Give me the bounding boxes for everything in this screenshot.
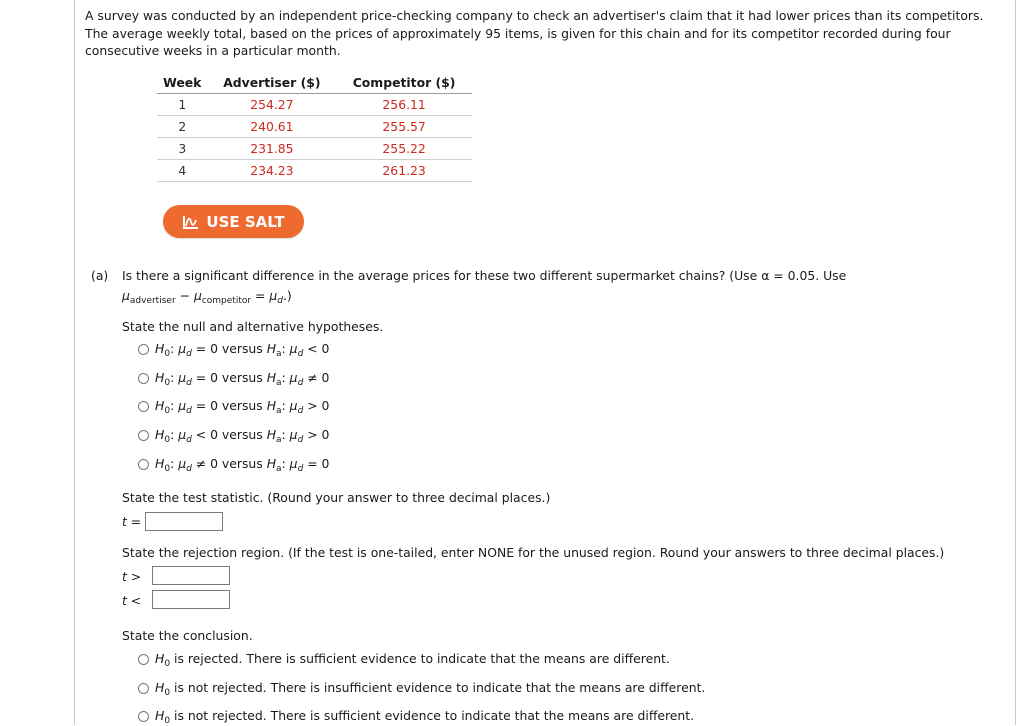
h0-sub: 0 — [164, 464, 171, 474]
conclusion-option-1[interactable] — [138, 651, 670, 669]
colon: : — [281, 427, 286, 442]
h0-relation: = 0 versus — [195, 398, 263, 413]
mu-symbol: μ — [289, 456, 298, 471]
h0-sub: 0 — [164, 716, 171, 726]
table-row — [157, 160, 472, 182]
close-paren: .) — [282, 288, 292, 303]
col-header-advertiser: Advertiser ($) — [208, 72, 337, 94]
ha-sub: a — [276, 349, 282, 359]
h-letter: H — [266, 370, 277, 385]
table-row — [157, 94, 472, 116]
advertiser-cell: 240.61 — [208, 116, 337, 138]
radio-button[interactable] — [138, 373, 149, 384]
sub-competitor: competitor — [201, 296, 252, 306]
table-header-row — [157, 72, 472, 94]
salt-icon — [182, 214, 200, 230]
h0-relation: = 0 versus — [195, 341, 263, 356]
h-letter: H — [155, 456, 165, 471]
mu-symbol: μ — [289, 370, 298, 385]
h-letter: H — [155, 398, 165, 413]
test-statistic-input[interactable] — [145, 512, 223, 531]
ha-relation: = 0 — [307, 456, 330, 471]
sub-d: d — [297, 406, 304, 416]
mu-symbol: μ — [178, 370, 187, 385]
h0-relation: = 0 versus — [195, 370, 263, 385]
h-letter: H — [155, 680, 165, 695]
use-salt-button[interactable] — [163, 205, 304, 238]
colon: : — [170, 456, 175, 471]
hypothesis-option-1[interactable] — [138, 341, 329, 359]
conclusion-text: is not rejected. There is insufficient evidence to indicate that the means are different. — [174, 680, 706, 695]
sub-d: d — [297, 464, 304, 474]
rejection-lower-input[interactable] — [152, 590, 230, 609]
mu-symbol: μ — [178, 456, 187, 471]
radio-button[interactable] — [138, 654, 149, 665]
colon: : — [281, 398, 286, 413]
competitor-cell: 255.22 — [336, 138, 472, 160]
hypothesis-option-3[interactable] — [138, 398, 329, 416]
conclusion-prompt: State the conclusion. — [122, 628, 253, 643]
colon: : — [170, 398, 175, 413]
t-greater-label: t > — [122, 569, 142, 584]
mu-symbol: μ — [289, 398, 298, 413]
sub-d: d — [297, 435, 304, 445]
rejection-upper-input[interactable] — [152, 566, 230, 585]
part-a-label: (a) — [91, 268, 109, 283]
table-row — [157, 116, 472, 138]
minus-sign: − — [179, 288, 190, 303]
mu-symbol: μ — [178, 398, 187, 413]
mu-symbol: μ — [289, 427, 298, 442]
week-cell: 4 — [157, 160, 208, 182]
sub-d: d — [277, 296, 283, 306]
mu-symbol: μ — [122, 288, 130, 303]
radio-button[interactable] — [138, 683, 149, 694]
question-text: Is there a significant difference in the average prices for these two different supermarket chains? (Use — [122, 268, 758, 283]
hypothesis-option-2[interactable] — [138, 370, 329, 388]
h0-sub: 0 — [164, 659, 171, 669]
mu-symbol: μ — [269, 288, 278, 303]
advertiser-cell: 234.23 — [208, 160, 337, 182]
advertiser-cell: 254.27 — [208, 94, 337, 116]
h-letter: H — [266, 456, 277, 471]
h0-relation: < 0 versus — [195, 427, 263, 442]
hypothesis-option-4[interactable] — [138, 427, 329, 445]
mu-symbol: μ — [193, 288, 202, 303]
h-letter: H — [155, 651, 165, 666]
sub-d: d — [297, 349, 304, 359]
h-letter: H — [155, 370, 165, 385]
colon: : — [170, 370, 175, 385]
col-header-week: Week — [157, 72, 208, 94]
h0-sub: 0 — [164, 406, 171, 416]
table-row — [157, 138, 472, 160]
competitor-cell: 261.23 — [336, 160, 472, 182]
h-letter: H — [155, 341, 165, 356]
h0-sub: 0 — [164, 349, 171, 359]
problem-intro: A survey was conducted by an independent price-checking company to check an advertiser's claim that it had lower prices than its competitors. The average weekly total, based on the prices of approximately 95 items, is given for this chain and for its competitor recorded during four consecutive weeks in a particular month. — [85, 8, 984, 58]
mu-symbol: μ — [178, 427, 187, 442]
ha-relation: > 0 — [307, 427, 330, 442]
ha-relation: < 0 — [307, 341, 330, 356]
colon: : — [281, 456, 286, 471]
ha-sub: a — [276, 435, 282, 445]
colon: : — [170, 427, 175, 442]
sub-d: d — [186, 464, 192, 474]
t-equals-label: t = — [122, 514, 142, 529]
radio-button[interactable] — [138, 344, 149, 355]
mu-symbol: μ — [289, 341, 298, 356]
sub-d: d — [186, 349, 192, 359]
ha-relation: ≠ 0 — [307, 370, 330, 385]
price-table — [157, 72, 472, 182]
competitor-cell: 256.11 — [336, 94, 472, 116]
ha-relation: > 0 — [307, 398, 330, 413]
h0-relation: ≠ 0 versus — [195, 456, 263, 471]
alpha-text: α = 0.05. Use — [761, 268, 847, 283]
h-letter: H — [155, 427, 165, 442]
conclusion-option-3[interactable] — [138, 708, 694, 726]
sub-d: d — [186, 378, 192, 388]
use-salt-label: USE SALT — [206, 212, 285, 231]
week-cell: 1 — [157, 94, 208, 116]
radio-button[interactable] — [138, 459, 149, 470]
competitor-cell: 255.57 — [336, 116, 472, 138]
sub-advertiser: advertiser — [129, 296, 176, 306]
hypothesis-option-5[interactable] — [138, 456, 329, 474]
ha-sub: a — [276, 464, 282, 474]
conclusion-option-2[interactable] — [138, 680, 705, 698]
h-letter: H — [266, 398, 277, 413]
sub-d: d — [297, 378, 304, 388]
colon: : — [170, 341, 175, 356]
radio-button[interactable] — [138, 401, 149, 412]
mu-definition — [122, 288, 292, 306]
conclusion-text: is not rejected. There is sufficient evidence to indicate that the means are different. — [174, 708, 695, 723]
ha-sub: a — [276, 378, 282, 388]
test-statistic-prompt: State the test statistic. (Round your answer to three decimal places.) — [122, 490, 551, 505]
equals-sign: = — [255, 288, 266, 303]
col-header-competitor: Competitor ($) — [336, 72, 472, 94]
radio-button[interactable] — [138, 430, 149, 441]
week-cell: 2 — [157, 116, 208, 138]
t-less-label: t < — [122, 593, 142, 608]
h-letter: H — [266, 341, 277, 356]
h0-sub: 0 — [164, 378, 171, 388]
h-letter: H — [155, 708, 165, 723]
sub-d: d — [186, 435, 192, 445]
h0-sub: 0 — [164, 688, 171, 698]
advertiser-cell: 231.85 — [208, 138, 337, 160]
conclusion-text: is rejected. There is sufficient evidence to indicate that the means are different. — [174, 651, 670, 666]
mu-symbol: μ — [178, 341, 187, 356]
h0-sub: 0 — [164, 435, 171, 445]
week-cell: 3 — [157, 138, 208, 160]
hypotheses-prompt: State the null and alternative hypotheses. — [122, 319, 384, 334]
part-a-question — [122, 268, 846, 283]
ha-sub: a — [276, 406, 282, 416]
h-letter: H — [266, 427, 277, 442]
sub-d: d — [186, 406, 192, 416]
colon: : — [281, 370, 286, 385]
radio-button[interactable] — [138, 711, 149, 722]
colon: : — [281, 341, 286, 356]
rejection-region-prompt: State the rejection region. (If the test is one-tailed, enter NONE for the unused region. Round your answers to three decimal places.) — [122, 545, 945, 560]
